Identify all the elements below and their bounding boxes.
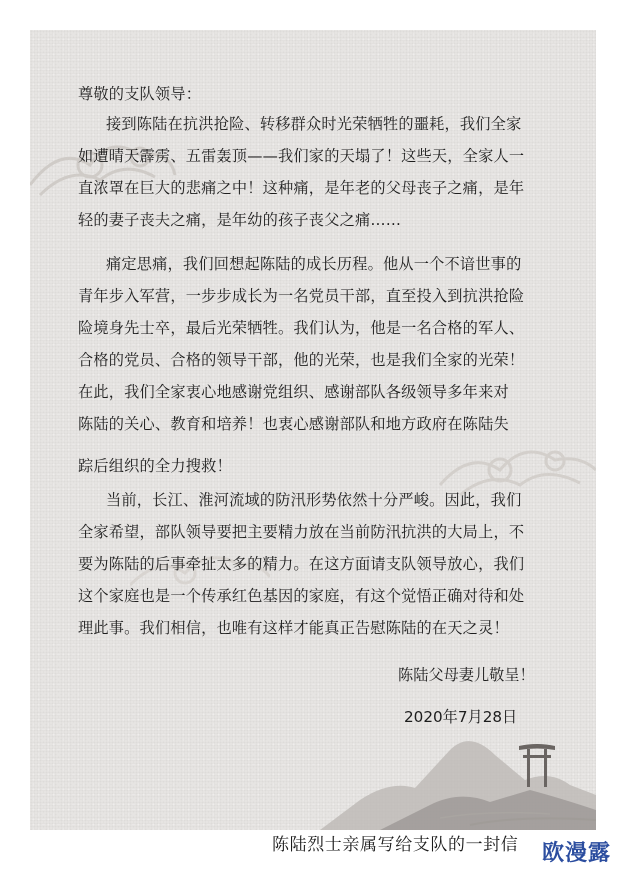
- letter-date: 2020年7月28日: [404, 708, 518, 726]
- letter-line: 险境身先士卒，最后光荣牺牲。我们认为，他是一名合格的军人、: [78, 319, 525, 337]
- letter-line: 接到陈陆在抗洪抢险、转移群众时光荣牺牲的噩耗，我们全家: [106, 115, 522, 133]
- letter-line: 如遭晴天霹雳、五雷轰顶——我们家的天塌了！这些天，全家人一: [78, 147, 525, 165]
- letter-line: 要为陈陆的后事牵扯太多的精力。在这方面请支队领导放心，我们: [78, 555, 525, 573]
- letter-line: 踪后组织的全力搜救！: [78, 457, 232, 475]
- letter-line: 当前，长江、淮河流域的防汛形势依然十分严峻。因此，我们: [106, 491, 522, 509]
- letter-line: 直浓罩在巨大的悲痛之中！这种痛，是年老的父母丧子之痛，是年: [78, 179, 525, 197]
- mountain-landscape-icon: [320, 710, 596, 830]
- letter-line: 在此，我们全家衷心地感谢党组织、感谢部队各级领导多年来对: [78, 383, 509, 401]
- letter-line: 理此事。我们相信，也唯有这样才能真正告慰陈陆的在天之灵！: [78, 619, 509, 637]
- letter-line: 青年步入军营，一步步成长为一名党员干部，直至投入到抗洪抢险: [78, 287, 525, 305]
- watermark: 欧漫露: [542, 841, 612, 866]
- salutation: 尊敬的支队领导：: [78, 85, 202, 103]
- letter-line: 全家希望，部队领导要把主要精力放在当前防汛抗洪的大局上，不: [78, 523, 525, 541]
- signature: 陈陆父母妻儿敬呈！: [398, 666, 535, 684]
- letter-line: 合格的党员、合格的领导干部，他的光荣，也是我们全家的光荣！: [78, 351, 525, 369]
- letter-line: 陈陆的关心、教育和培养！也衷心感谢部队和地方政府在陈陆失: [78, 415, 509, 433]
- image-caption: 陈陆烈士亲属写给支队的一封信: [272, 835, 519, 855]
- letter-line: 这个家庭也是一个传承红色基因的家庭，有这个觉悟正确对待和处: [78, 587, 525, 605]
- letter-line: 痛定思痛，我们回想起陈陆的成长历程。他从一个不谙世事的: [106, 255, 522, 273]
- letter-line: 轻的妻子丧夫之痛，是年幼的孩子丧父之痛……: [78, 211, 402, 229]
- torii-gate-icon: [517, 742, 557, 788]
